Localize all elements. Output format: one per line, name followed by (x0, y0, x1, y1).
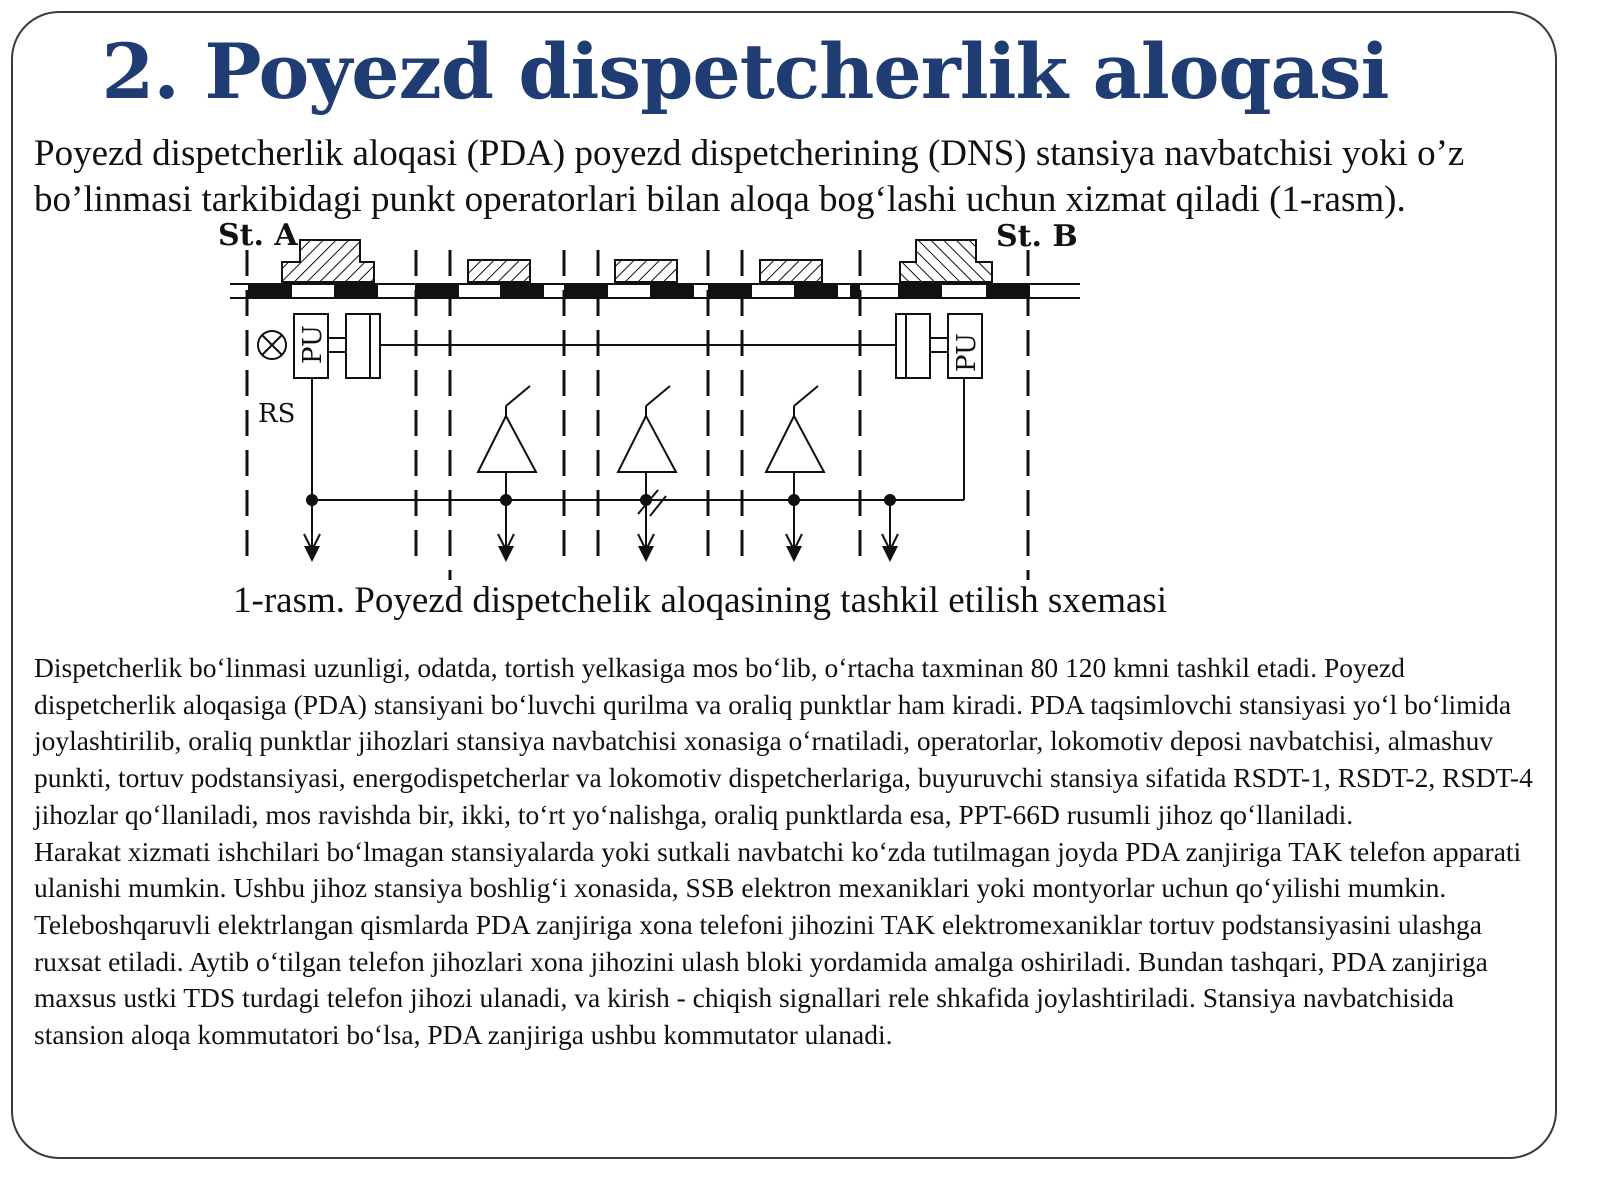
slide-title: 2. Poyezd dispetcherlik aloqasi (101, 27, 1389, 116)
rs-label: RS (258, 399, 296, 429)
line-transformer-left (346, 314, 380, 378)
intermediate-unit-2 (618, 386, 676, 560)
section-boundaries (247, 250, 1028, 580)
line-transformer-right (896, 314, 930, 378)
station-b-label: St. B (996, 219, 1078, 254)
station-b-building (900, 240, 992, 282)
intro-paragraph: Poyezd dispetcherlik aloqasi (PDA) poyezd dispetcherining (DNS) stansiya navbatchisi yoki o’z bo’linmasi tarkibidagi punkt operatorlari bilan aloqa bog‘lashi uchun xizmat qiladi (1-rasm). (34, 133, 1465, 220)
platform-2 (615, 260, 677, 282)
pu-label-left: PU (298, 325, 328, 364)
intermediate-unit-1 (478, 386, 536, 560)
body-paragraph-1: Dispetcherlik bo‘linmasi uzunligi, odatda, tortish yelkasiga mos bo‘lib, o‘rtacha taxminan 80 120 kmni tashkil etadi. Poyezd dispetcherlik aloqasiga (PDA) stansiyani bo‘luvchi qurilma va oraliq punktlar ham kiradi. PDA taqsimlovchi stansiyasi yo‘l bo‘limida joylashtirilib, oraliq punktlar jihozlari stansiya navbatchisi xonasiga o‘rnatiladi, operatorlar, lokomotiv deposi navbatchisi, almashuv punkti, tortuv podstansiyasi, energodispetcherlar va lokomotiv dispetcherlariga, buyuruvchi stansiya sifatida RSDT-1, RSDT-2, RSDT-4 jihozlar qo‘llaniladi, mos ravishda bir, ikki, to‘rt yo‘nalishga, oraliq punktlarda esa, PPT-66D rusumli jihoz qo‘llaniladi. (34, 652, 1533, 830)
station-a-label: St. A (218, 218, 298, 253)
body-text (34, 650, 1534, 1054)
platform-1 (468, 260, 530, 282)
pda-scheme-diagram (200, 210, 1100, 580)
railway-track (230, 284, 1080, 298)
pu-label-right: PU (952, 333, 982, 372)
figure-caption: 1-rasm. Poyezd dispetchelik aloqasining tashkil etilish sxemasi (233, 580, 1168, 621)
lamp-icon (258, 331, 286, 359)
intermediate-unit-3 (766, 386, 824, 560)
down-arrows (304, 534, 898, 562)
platform-3 (760, 260, 822, 282)
body-paragraph-2: Harakat xizmati ishchilari bo‘lmagan stansiyalarda yoki sutkali navbatchi ko‘zda tutilmagan joyda PDA zanjiriga TAK telefon apparati ulanishi mumkin. Ushbu jihoz stansiya boshlig‘i xonasida, SSB elektron mexaniklari yoki montyorlar uchun qo‘yilishi mumkin. Teleboshqaruvli elektrlangan qismlarda PDA zanjiriga xona telefoni jihozini TAK elektromexaniklar tortuv podstansiyasini ulashga ruxsat etiladi. Aytib o‘tilgan telefon jihozlari xona jihozini ulash bloki yordamida amalga oshiriladi. Bundan tashqari, PDA zanjiriga maxsus ustki TDS turdagi telefon jihozi ulanadi, va kirish - chiqish signallari rele shkafida joylashtiriladi. Stansiya navbatchisida stansion aloqa kommutatori bo‘lsa, PDA zanjiriga ushbu kommutator ulanadi. (34, 835, 1522, 1051)
